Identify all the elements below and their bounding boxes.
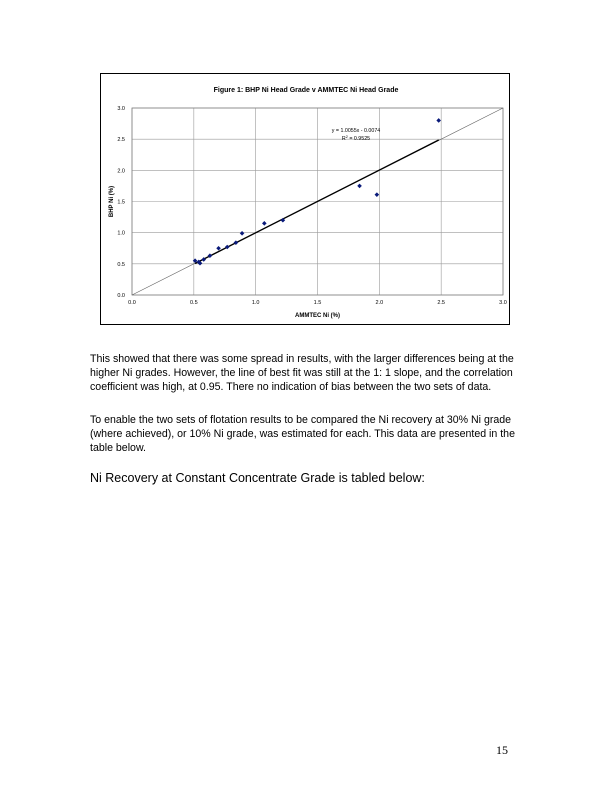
y-tick-label: 2.5	[117, 137, 125, 144]
x-tick-label: 2.0	[375, 300, 384, 306]
trendline-equation: y = 1.0055x - 0.0074	[331, 128, 381, 134]
paragraph-spread-results: This showed that there was some spread in results, with the larger differences being at the higher Ni grades. However, the line of best fit was still at the 1: 1 slope, and the correlation coefficient was high, at 0.95. There no indication of bias between the two sets of data.	[90, 353, 514, 393]
y-tick-label: 3.0	[117, 106, 125, 112]
paragraph-table-intro: Ni Recovery at Constant Concentrate Grade is tabled below:	[90, 471, 425, 485]
y-axis-label: BHP Ni (%)	[109, 185, 115, 218]
data-point	[240, 231, 245, 236]
page-number: 15	[496, 743, 508, 757]
x-tick-label: 1.5	[313, 300, 322, 306]
r-squared-label: $R^2 = 0.9525$	[341, 135, 371, 142]
data-point	[357, 184, 362, 189]
data-point	[436, 118, 441, 123]
y-tick-label: 1.5	[117, 199, 125, 206]
y-tick-label: 1.0	[117, 230, 125, 237]
x-tick-label: 3.0	[499, 300, 507, 306]
y-tick-label: 2.0	[117, 168, 125, 175]
y-tick-label: 0.0	[117, 293, 125, 299]
x-tick-label: 0.5	[190, 300, 198, 306]
data-point	[262, 221, 267, 226]
data-point	[375, 192, 380, 197]
x-tick-label: 2.5	[437, 300, 445, 306]
x-axis-label: AMMTEC Ni (%)	[295, 313, 340, 319]
y-tick-label: 0.5	[117, 261, 125, 268]
paragraph-recovery-comparison: To enable the two sets of flotation results to be compared the Ni recovery at 30% Ni grade (where achieved), or 10% Ni grade, was estimated for each. This data are presented in the table below.	[90, 414, 515, 454]
x-tick-label: 1.0	[251, 300, 260, 306]
scatter-chart	[101, 74, 511, 326]
data-point	[216, 246, 221, 251]
figure-1-frame	[100, 73, 510, 325]
chart-title: Figure 1: BHP Ni Head Grade v AMMTEC Ni Head Grade	[213, 87, 399, 94]
x-tick-label: 0.0	[128, 300, 136, 306]
